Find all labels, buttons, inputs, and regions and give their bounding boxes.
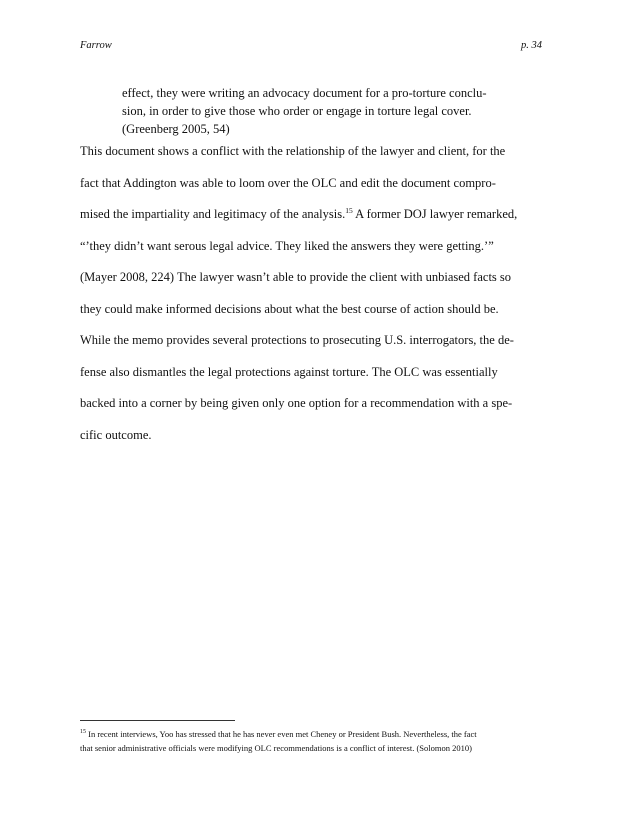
- running-head-page-number: p. 34: [521, 40, 542, 51]
- body-line: they could make informed decisions about what the best course of action should be.: [80, 301, 499, 316]
- footnote-number: 15: [80, 729, 86, 735]
- body-line: fense also dismantles the legal protections against torture. The OLC was essentially: [80, 364, 498, 379]
- footnote-text: In recent interviews, Yoo has stressed that he has never even met Cheney or President Bush. Nevertheless, the fact: [86, 729, 477, 739]
- footnote-line: that senior administrative officials were modifying OLC recommendations is a conflict of interest. (Solomon 2010): [80, 743, 472, 753]
- running-head-author: Farrow: [80, 40, 112, 51]
- footnote-reference[interactable]: 15: [345, 206, 353, 215]
- body-text-segment: A former DOJ lawyer remarked,: [352, 207, 518, 221]
- body-line: cific outcome.: [80, 427, 152, 442]
- body-text-segment: mised the impartiality and legitimacy of the analysis.: [80, 207, 346, 221]
- body-line: fact that Addington was able to loom over the OLC and edit the document compro-: [80, 175, 496, 190]
- block-quote: [122, 84, 522, 138]
- footnote-divider: [80, 720, 235, 721]
- block-quote-line: effect, they were writing an advocacy document for a pro-torture conclu-: [122, 86, 487, 100]
- body-line-quotation: “’they didn’t want serous legal advice. They liked the answers they were getting.’”: [80, 238, 494, 253]
- body-line: While the memo provides several protections to prosecuting U.S. interrogators, the de-: [80, 333, 514, 347]
- body-line: backed into a corner by being given only one option for a recommendation with a spe-: [80, 396, 513, 410]
- body-line-with-footnote: [80, 205, 540, 237]
- body-line: (Mayer 2008, 224) The lawyer wasn’t able to provide the client with unbiased facts so: [80, 270, 512, 284]
- footnote-15: [80, 727, 550, 755]
- body-line: This document shows a conflict with the relationship of the lawyer and client, for the: [80, 144, 506, 158]
- block-quote-line: sion, in order to give those who order or engage in torture legal cover.: [122, 104, 472, 118]
- footnote-line: [80, 727, 550, 741]
- body-paragraph: [80, 142, 540, 457]
- block-quote-citation: (Greenberg 2005, 54): [122, 122, 230, 136]
